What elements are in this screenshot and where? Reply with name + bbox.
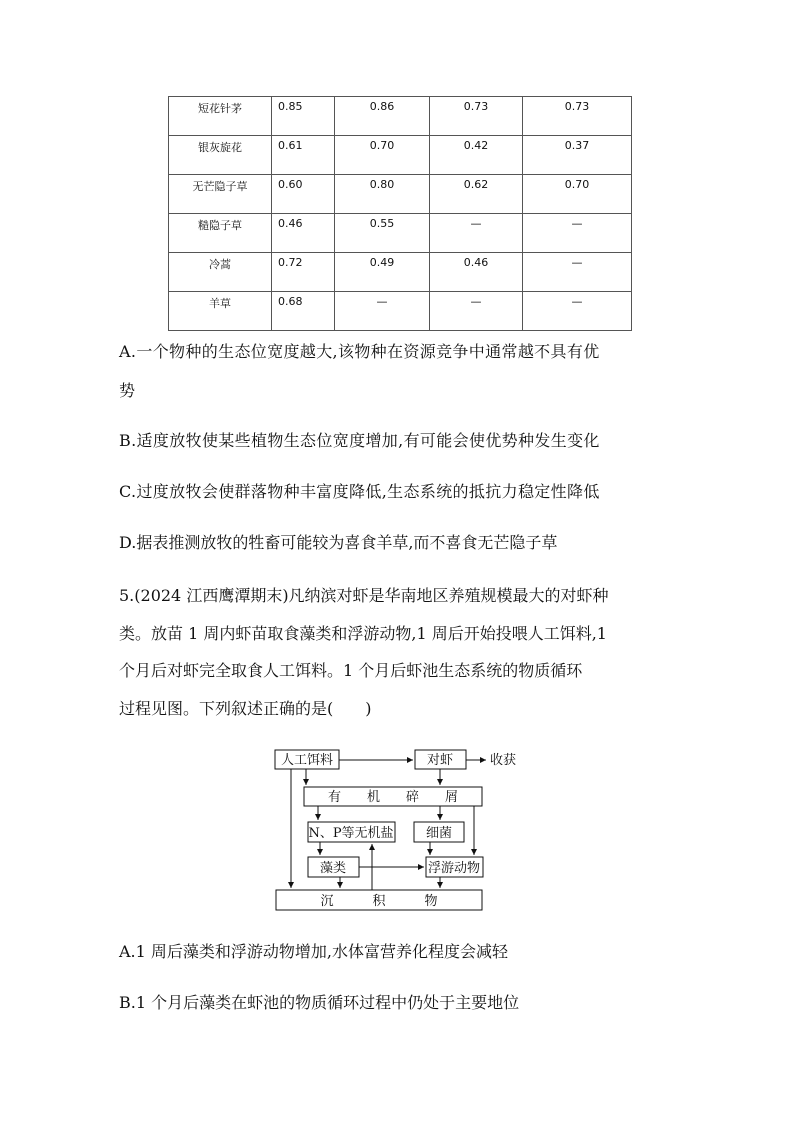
- niche-width-value: —: [470, 295, 482, 308]
- niche-width-value: 0.73: [463, 100, 489, 113]
- q5-stem-line4: 过程见图。下列叙述正确的是( ): [119, 699, 372, 718]
- niche-width-value: 0.73: [564, 100, 590, 113]
- niche-width-value: 0.70: [369, 139, 395, 152]
- sediment-label: 沉 积 物: [320, 894, 438, 909]
- q5-stem-line1: 5.(2024 江西鹰潭期末)凡纳滨对虾是华南地区养殖规模最大的对虾种: [119, 586, 609, 605]
- algae-label: 藻类: [319, 861, 347, 876]
- niche-width-value: —: [571, 256, 583, 269]
- species-name: 羊草: [209, 297, 231, 310]
- q4-option-a-line1: A.一个物种的生态位宽度越大,该物种在资源竞争中通常越不具有优: [119, 342, 600, 361]
- q5-option-b: B.1 个月后藻类在虾池的物质循环过程中仍处于主要地位: [119, 993, 520, 1012]
- niche-width-value: 0.62: [463, 178, 489, 191]
- niche-width-value: 0.37: [564, 139, 590, 152]
- q4-option-b: B.适度放牧使某些植物生态位宽度增加,有可能会使优势种发生变化: [119, 431, 600, 450]
- niche-width-value: 0.86: [369, 100, 395, 113]
- q4-option-a-line2: 势: [119, 381, 136, 400]
- niche-width-value: —: [470, 217, 482, 230]
- detritus-label: 有 机 碎 屑: [327, 790, 459, 805]
- niche-width-value: 0.49: [369, 256, 395, 269]
- niche-width-value: 0.46: [463, 256, 489, 269]
- shrimp-label: 对虾: [426, 753, 454, 768]
- niche-width-value: 0.60: [278, 178, 303, 191]
- q4-option-c: C.过度放牧会使群落物种丰富度降低,生态系统的抵抗力稳定性降低: [119, 482, 600, 501]
- q5-option-a: A.1 周后藻类和浮游动物增加,水体富营养化程度会减轻: [119, 942, 508, 961]
- zooplankton-label: 浮游动物: [427, 861, 481, 876]
- niche-width-value: 0.70: [564, 178, 590, 191]
- niche-width-value: 0.68: [278, 295, 303, 308]
- niche-width-value: 0.42: [463, 139, 489, 152]
- species-name: 无芒隐子草: [192, 180, 248, 193]
- species-name: 冷蒿: [209, 258, 231, 271]
- niche-width-value: 0.61: [278, 139, 303, 152]
- niche-width-value: —: [376, 295, 388, 308]
- species-name: 银灰旋花: [198, 141, 242, 154]
- niche-width-value: 0.80: [369, 178, 395, 191]
- species-name: 糙隐子草: [198, 219, 242, 232]
- q4-option-d: D.据表推测放牧的牲畜可能较为喜食羊草,而不喜食无芒隐子草: [119, 533, 558, 552]
- q5-stem-line3: 个月后对虾完全取食人工饵料。1 个月后虾池生态系统的物质循环: [119, 661, 583, 680]
- feed-label: 人工饵料: [280, 753, 334, 768]
- bacteria-label: 细菌: [425, 826, 453, 841]
- q5-stem-line2: 类。放苗 1 周内虾苗取食藻类和浮游动物,1 周后开始投喂人工饵料,1: [119, 624, 607, 643]
- salts-label: N、P等无机盐: [308, 826, 394, 841]
- species-name: 短花针茅: [198, 102, 242, 115]
- niche-width-value: —: [571, 217, 583, 230]
- niche-width-value: 0.55: [369, 217, 395, 230]
- niche-width-value: 0.72: [278, 256, 303, 269]
- niche-width-value: 0.46: [278, 217, 303, 230]
- niche-width-value: —: [571, 295, 583, 308]
- niche-width-value: 0.85: [278, 100, 303, 113]
- harvest-label: 收获: [490, 753, 517, 768]
